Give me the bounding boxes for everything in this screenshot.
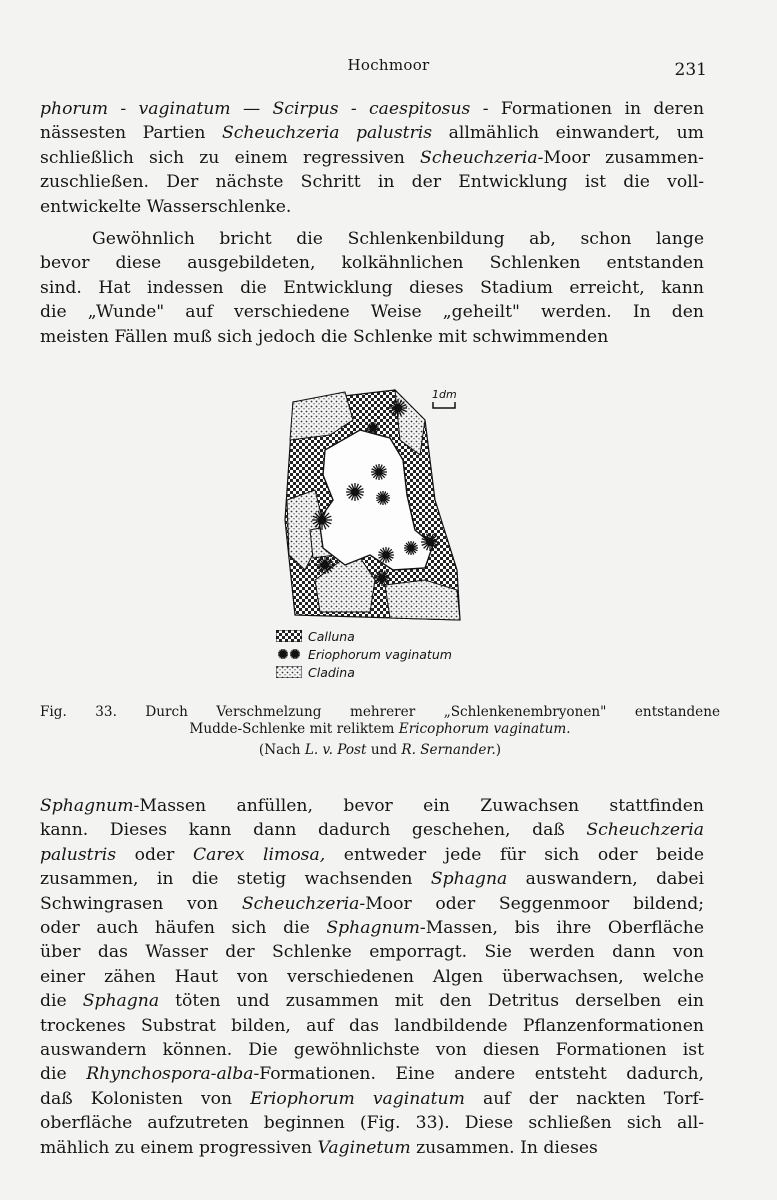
legend-row-calluna <box>276 627 496 645</box>
eriophorum-tuft-icon <box>346 483 364 501</box>
text-run: zusammen, in die stetig wachsenden <box>40 869 431 890</box>
figure-caption <box>40 704 720 759</box>
eriophorum-tuft-icon <box>278 649 288 659</box>
text-line <box>40 251 704 275</box>
text-run: mählich zu einem progressiven <box>40 1137 318 1158</box>
text-run: -Moor oder Seggenmoor bildend; <box>359 893 704 914</box>
text-line <box>40 1062 704 1086</box>
text-run: trockenes Substrat bilden, auf das landbildende Pflanzenformationen <box>40 1015 704 1036</box>
text-run: zuschließen. Der nächste Schritt in der Entwicklung ist die voll- <box>40 172 704 193</box>
text-run: Schwingrasen von <box>40 893 242 914</box>
figure-legend <box>276 627 496 681</box>
italic-term: Eriophorum vaginatum <box>250 1088 465 1109</box>
text-run: oder auch häufen sich die <box>40 918 327 939</box>
checker-swatch-icon <box>276 630 302 642</box>
text-line <box>40 965 704 989</box>
italic-term: Sphagnum <box>40 796 134 816</box>
text-line <box>40 1014 704 1038</box>
page-number: 231 <box>674 60 707 80</box>
text-line <box>40 940 704 964</box>
text-run: meisten Fällen muß sich jedoch die Schlenke mit schwimmenden <box>40 326 609 347</box>
italic-term: Vaginetum <box>317 1137 411 1158</box>
eriophorum-tuft-icon <box>421 533 439 551</box>
text-run: und <box>366 742 402 758</box>
italic-term: Scheuchzeria palustris <box>221 123 433 144</box>
text-line <box>40 1038 704 1062</box>
eriophorum-tuft-icon <box>290 649 300 659</box>
paragraph-3 <box>40 794 704 1160</box>
italic-term: palustris <box>40 844 117 865</box>
legend-row-cladina <box>276 663 496 681</box>
text-line <box>40 989 704 1013</box>
text-line <box>40 325 704 349</box>
text-run: auf der nackten Torf- <box>464 1088 704 1109</box>
text-line <box>40 916 704 940</box>
italic-term: Scheuchzeria <box>586 820 704 841</box>
text-run: über das Wasser der Schlenke emporragt. Sie werden dann von <box>40 942 704 963</box>
paragraph-2 <box>40 227 704 349</box>
text-run: oberfläche aufzutreten beginnen (Fig. 33). Diese schließen sich all- <box>40 1113 704 1134</box>
text-line <box>40 867 704 891</box>
eriophorum-tuft-icon <box>312 510 332 530</box>
text-run: daß Kolonisten von <box>40 1088 251 1109</box>
paragraph-1 <box>40 97 704 219</box>
eriophorum-tuft-icon <box>316 556 334 574</box>
text-run: (Nach <box>258 742 305 758</box>
text-run: Gewöhnlich bricht die Schlenkenbildung ab, schon lange <box>92 229 704 249</box>
text-run: ) <box>495 742 502 758</box>
figure-33-schlenke-diagram <box>275 380 475 630</box>
text-line <box>40 843 704 867</box>
caption-line-2-species: Ericophorum vaginatum. <box>398 721 571 737</box>
running-head: Hochmoor <box>347 56 430 74</box>
legend-row-eriophorum <box>276 645 496 663</box>
text-run: zusammen. In dieses <box>410 1137 598 1158</box>
text-run: die „Wunde" auf verschiedene Weise „geheilt" werden. In den <box>40 302 704 323</box>
text-run: sind. Hat indessen die Entwicklung dieses Stadium erreicht, kann <box>40 277 704 298</box>
eriophorum-tuft-icon <box>389 399 407 417</box>
text-run: kann. Dieses kann dann dadurch geschehen, daß <box>40 820 587 841</box>
caption-line-1: Fig. 33. Durch Verschmelzung mehrerer „Schlenkenembryonen" entstandene <box>40 704 720 720</box>
eriophorum-tuft-icon <box>371 464 387 480</box>
text-run: töten und zusammen mit den Detritus derselben ein <box>159 991 704 1012</box>
italic-term: R. Sernander. <box>401 742 496 758</box>
caption-line-2-text: Mudde-Schlenke mit reliktem <box>189 721 399 737</box>
text-line <box>40 1111 704 1135</box>
text-line <box>40 170 704 194</box>
text-line <box>40 276 704 300</box>
text-run: - Formationen in deren <box>470 99 705 119</box>
text-run: bevor diese ausgebildeten, kolkähnlichen Schlenken entstanden <box>40 253 704 274</box>
scale-label: 1dm <box>432 388 457 401</box>
text-run: schließlich sich zu einem regressiven <box>40 147 421 168</box>
dots-swatch-icon <box>276 666 302 678</box>
text-run: oder <box>116 844 193 865</box>
italic-term: Sphagnum <box>326 918 420 939</box>
text-line <box>40 195 704 219</box>
caption-attribution <box>40 742 720 759</box>
italic-term: Scheuchzeria <box>420 147 538 168</box>
italic-term: L. v. Post <box>304 742 367 758</box>
italic-term: Carex limosa, <box>192 844 326 865</box>
text-line <box>40 227 704 251</box>
text-run: auswandern können. Die gewöhnlichste von diesen Formationen ist <box>40 1040 704 1061</box>
text-run: -Moor zusammen- <box>537 147 704 168</box>
legend-label-eriophorum: Eriophorum vaginatum <box>308 646 452 662</box>
italic-term: phorum - vaginatum — Scirpus - caespitosus <box>40 99 471 119</box>
legend-label-cladina: Cladina <box>308 664 355 680</box>
text-line <box>40 818 704 842</box>
italic-term: Sphagna <box>430 869 508 890</box>
scale-bar <box>432 388 457 408</box>
text-run: entweder jede für sich oder beide <box>325 844 704 865</box>
italic-term: Rhynchospora-alba <box>86 1064 254 1085</box>
text-line <box>40 1136 704 1160</box>
text-line <box>40 300 704 324</box>
text-line <box>40 1087 704 1111</box>
text-line <box>40 794 704 818</box>
eriophorum-tuft-icon <box>378 547 394 563</box>
text-line <box>40 146 704 170</box>
text-run: -Massen, bis ihre Oberfläche <box>419 918 704 939</box>
text-line <box>40 121 704 145</box>
eriophorum-tuft-icon <box>374 570 390 586</box>
eriophorum-tuft-icon <box>376 491 390 505</box>
text-run: nässesten Partien <box>40 123 222 144</box>
text-run: -Massen anfüllen, bevor ein Zuwachsen stattfinden <box>133 796 704 816</box>
text-run: die <box>40 991 83 1012</box>
legend-label-calluna: Calluna <box>308 628 355 644</box>
text-run: allmählich einwandert, um <box>432 123 704 144</box>
text-run: -Formationen. Eine andere entsteht dadurch, <box>253 1064 704 1085</box>
tuft-swatch-icon <box>276 648 302 660</box>
text-run: einer zähen Haut von verschiedenen Algen überwachsen, welche <box>40 966 704 987</box>
text-run: die <box>40 1064 87 1085</box>
italic-term: Sphagna <box>82 991 160 1012</box>
text-line <box>40 892 704 916</box>
caption-line-2 <box>40 721 720 738</box>
text-run: auswandern, dabei <box>507 869 705 890</box>
italic-term: Scheuchzeria <box>241 893 360 914</box>
text-run: entwickelte Wasserschlenke. <box>40 196 292 217</box>
text-line <box>40 97 704 121</box>
